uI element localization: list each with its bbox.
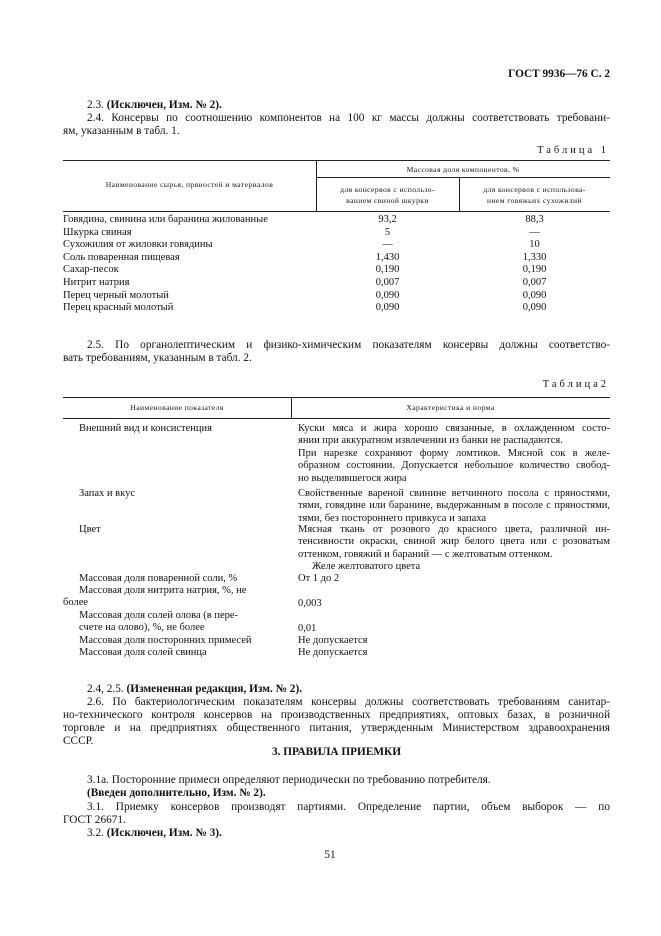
table2-caption: Таблица2 — [542, 379, 609, 390]
table1-cell-a: 93,2 — [378, 214, 397, 225]
table2-top-rule — [63, 397, 610, 398]
paragraph-3-1-line2: ГОСТ 26671. — [63, 814, 126, 826]
table-row — [63, 302, 610, 315]
table1-body — [63, 214, 610, 315]
paragraph-changed — [87, 683, 607, 696]
table1-cell-b: 88,3 — [525, 214, 544, 225]
table2-color-value — [298, 524, 610, 574]
table1-group-rule — [316, 177, 610, 178]
table1-cell-name: Перец красный молотый — [63, 302, 174, 314]
table2-col-name-header: Наименование показателя — [130, 403, 224, 412]
table2-appearance-value — [298, 423, 610, 485]
table1-cell-b: 10 — [529, 239, 540, 251]
paragraph-3-2-number: 3.2. — [87, 827, 104, 839]
table1-col-a-line1: для консервов с использо- — [340, 185, 435, 194]
table2-tin-name — [63, 610, 289, 635]
paragraph-changed-text: (Измененная редакция, Изм. № 2). — [126, 683, 303, 695]
paragraph-3-1a: 3.1а. Посторонние примеси определяют периодически по требованию потребителя. — [87, 774, 491, 786]
table1-cell-name: Нитрит натрия — [63, 276, 130, 288]
table2-nitrite-name-line1: Массовая доля нитрита натрия, %, не — [79, 585, 247, 596]
table1-cell-name: Сухожилия от жиловки говядины — [63, 239, 213, 251]
table1-col-b-header — [459, 185, 610, 206]
table2-nitrite-name-line2: более — [63, 597, 89, 609]
table2-appearance-line3: При нарезке сохраняют форму ломтиков. Мясной сок в желе- — [298, 447, 610, 459]
table1-cell-b: 0,090 — [522, 289, 547, 301]
table1-cell-a: 0,090 — [375, 302, 400, 314]
table2-smell-line1: Свойственные вареной свинине ветчинного посола с пряностями, — [298, 488, 610, 499]
table2-smell-name: Запах и вкус — [79, 488, 136, 499]
paragraph-3-2-text: (Исключен, Изм. № 3). — [106, 827, 222, 839]
paragraph-2-6-line3: торговле и на предприятиях общественного питания, утвержденным Министерством здравоохранения — [63, 722, 610, 734]
table1-col-b-line2: нием говяжьих сухожилий — [487, 195, 582, 205]
table-row — [63, 290, 610, 303]
table2-nitrite-value: 0,003 — [298, 598, 322, 609]
table1-cell-a: 1,430 — [375, 251, 400, 263]
table-row — [63, 277, 610, 290]
paragraph-2-3-number: 2.3. — [87, 99, 104, 111]
table1-cell-a: 0,190 — [375, 264, 400, 276]
table2-color-line3: оттенком, говяжий и бараний — с желтоватым оттенком. — [298, 548, 553, 560]
table1-col-name-header: Наименование сырья, пряностей и материалов — [105, 180, 274, 189]
table1-col-b-line1: для консервов с использова- — [483, 185, 586, 194]
table2-appearance-line2: янии при аккуратном извлечении из банки не распадаются. — [298, 435, 563, 447]
paragraph-3-1a-added: (Введен дополнительно, Изм. № 2). — [87, 787, 266, 799]
section-3-heading: 3. ПРАВИЛА ПРИЕМКИ — [271, 746, 402, 758]
table2-color-line1: Мясная ткань от розового до красного цвета, различной ин- — [298, 524, 610, 535]
table1-cell-name: Перец черный молотый — [63, 289, 169, 301]
table2-smell-line3: тями, без постороннего привкуса и запаха — [298, 512, 487, 524]
table1-col-a-header — [316, 185, 459, 206]
table1-cell-name: Сахар-песок — [63, 264, 119, 276]
paragraph-changed-number: 2.4, 2.5. — [87, 683, 124, 695]
table1-cell-b: 0,090 — [522, 302, 547, 314]
table2-nitrite-name — [63, 585, 289, 610]
table1-col-a-line2: ванием свиной шкурки — [346, 195, 429, 205]
paragraph-2-4-line2: ям, указанным в табл. 1. — [63, 125, 180, 137]
table1-cell-name: Соль поваренная пищевая — [63, 251, 180, 263]
table2-color-line4: Желе желтоватого цвета — [312, 561, 421, 573]
table2-col-char-header: Характеристика и норма — [406, 403, 495, 412]
table2-lead-value: Не допускается — [298, 647, 368, 658]
paragraph-3-1-line1: 3.1. Приемку консервов производят партиями. Определение партии, объем выборок — по — [87, 801, 610, 813]
table1-cell-name: Говядина, свинина или баранина жилованные — [63, 214, 268, 225]
paragraph-2-4-line1: 2.4. Консервы по соотношению компонентов на 100 кг массы должны соответствовать требовани- — [87, 112, 610, 124]
table1-caption: Таблица 1 — [537, 145, 609, 156]
table2-tin-value: 0,01 — [298, 623, 317, 634]
table1-cell-a: — — [382, 239, 393, 251]
table1-cell-name: Шкурка свиная — [63, 226, 132, 238]
paragraph-2-3-text: (Исключен, Изм. № 2). — [106, 99, 222, 111]
table2-foreign-value: Не допускается — [298, 635, 368, 646]
table2-salt-value: От 1 до 2 — [298, 573, 340, 584]
table2-salt-name: Массовая доля поваренной соли, % — [79, 573, 238, 584]
table1-cell-b: 0,007 — [522, 276, 547, 288]
table2-color-name: Цвет — [79, 524, 101, 535]
table-row — [63, 214, 610, 227]
table2-foreign-name: Массовая доля посторонних примесей — [79, 635, 252, 646]
table2-tin-name-line2: счете на олово), %, не более — [79, 622, 205, 634]
table2-appearance-name: Внешний вид и консистенция — [79, 423, 212, 434]
paragraph-2-6-line2: но-технического контроля консервов на производственных предприятиях, оптовых базах, в розничной — [63, 709, 610, 721]
table2-header-rule — [63, 418, 610, 419]
table2-appearance-line1: Куски мяса и жира хорошо связанные, в охлажденном состо- — [298, 423, 610, 434]
table1-top-rule — [63, 160, 610, 161]
paragraph-2-5-line1: 2.5. По органолептическим и физико-химическим показателям консервы должны соответство- — [87, 339, 610, 351]
document-header: ГОСТ 9936—76 С. 2 — [508, 68, 610, 80]
table1-cell-a: 5 — [384, 226, 391, 238]
table2-smell-value — [298, 488, 610, 525]
table1-col-group-header: Массовая доля компонентов, % — [406, 165, 520, 174]
table1-header-rule — [63, 211, 610, 212]
table1-cell-a: 0,090 — [375, 289, 400, 301]
table-row — [63, 252, 610, 265]
table2-appearance-line4: образном состоянии. Допускается небольшое количество свобод- — [298, 460, 610, 472]
table-row — [63, 239, 610, 252]
table2-appearance-line5: но выделившегося жира — [298, 472, 407, 484]
paragraph-2-5-line2: вать требованиям, указанным в табл. 2. — [63, 352, 252, 364]
paragraph-2-6-line4: СССР. — [63, 735, 94, 747]
paragraph-2-3 — [87, 99, 587, 112]
table-row — [63, 264, 610, 277]
paragraph-2-6-line1: 2.6. По бактериологическим показателям консервы должны соответствовать требованиям санитар- — [87, 696, 610, 708]
table1-cell-a: 0,007 — [375, 276, 400, 288]
table2-color-line2: тенсивности окраски, свиной жир белого цвета или с розоватым — [298, 536, 610, 548]
table-row — [63, 227, 610, 240]
table1-cell-b: 0,190 — [522, 264, 547, 276]
table1-cell-b: 1,330 — [522, 251, 547, 263]
table2-lead-name: Массовая доля солей свинца — [79, 647, 207, 658]
table2-smell-line2: тями, говядине или баранине, выдержанным в посоле с пряностями, — [298, 500, 610, 512]
page-number: 51 — [324, 849, 336, 861]
table1-cell-b: — — [529, 226, 540, 238]
table2-tin-name-line1: Массовая доля солей олова (в пере- — [79, 610, 239, 621]
paragraph-3-2 — [87, 827, 607, 840]
